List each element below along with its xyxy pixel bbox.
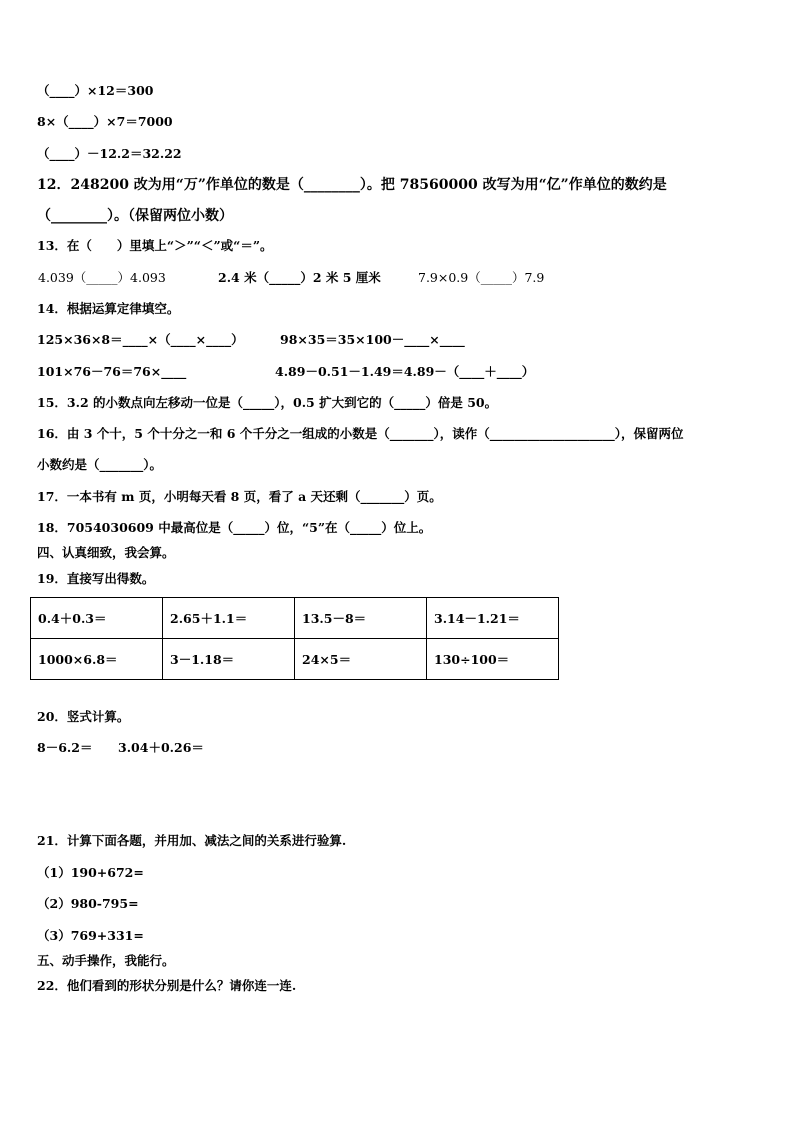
question-17: 17．一本书有 m 页，小明每天看 8 页，看了 a 天还剩（_______）页。 — [37, 489, 442, 504]
question-14-item-c: 101×76－76＝76×____ — [37, 364, 187, 379]
question-14-item-b: 98×35＝35×100－____×____ — [280, 332, 465, 347]
table-row — [31, 639, 559, 680]
table-cell: 2.65＋1.1＝ — [163, 598, 295, 639]
table-cell: 3.14－1.21＝ — [427, 598, 559, 639]
table-row — [31, 598, 559, 639]
question-12-line-2: （________）。（保留两位小数） — [37, 208, 233, 224]
question-19-title: 19．直接写出得数。 — [37, 571, 155, 586]
question-12-line-1: 12．248200 改为用“万”作单位的数是（________）。把 78560000 改写为用“亿”作单位的数约是 — [37, 177, 667, 193]
table-cell: 130÷100＝ — [427, 639, 559, 680]
question-21-item-1: （1）190+672= — [37, 865, 144, 880]
question-13-item-a: 4.039（_____）4.093 — [38, 270, 166, 285]
section-4-heading: 四、认真细致，我会算。 — [37, 545, 175, 560]
question-20-title: 20．竖式计算。 — [37, 709, 130, 724]
table-cell: 1000×6.8＝ — [31, 639, 163, 680]
mental-math-table — [30, 597, 559, 680]
table-cell: 3－1.18＝ — [163, 639, 295, 680]
question-16-line-2: 小数约是（_______）。 — [37, 457, 163, 472]
fill-blank-line-1: （____）×12＝300 — [37, 83, 154, 98]
question-14-title: 14．根据运算定律填空。 — [37, 301, 180, 316]
question-16-line-1: 16．由 3 个十，5 个十分之一和 6 个千分之一组成的小数是（_______），读作（____________________），保留两位 — [37, 426, 684, 441]
question-21-item-2: （2）980-795= — [37, 896, 139, 911]
section-5-heading: 五、动手操作，我能行。 — [37, 953, 175, 968]
question-13-title: 13．在（ ）里填上“＞”“＜”或“＝”。 — [37, 238, 273, 253]
fill-blank-line-2: 8×（____）×7＝7000 — [37, 114, 173, 129]
question-14-item-a: 125×36×8＝____×（____×____） — [37, 332, 244, 347]
table-cell: 24×5＝ — [295, 639, 427, 680]
question-18: 18．7054030609 中最高位是（_____）位，“5”在（_____）位上。 — [37, 520, 432, 535]
question-13-item-c: 7.9×0.9（_____）7.9 — [418, 270, 545, 285]
question-22-title: 22．他们看到的形状分别是什么？请你连一连. — [37, 978, 297, 993]
table-cell: 0.4＋0.3＝ — [31, 598, 163, 639]
question-21-title: 21．计算下面各题，并用加、减法之间的关系进行验算. — [37, 833, 347, 848]
question-14-item-d: 4.89－0.51－1.49＝4.89－（____＋____） — [275, 364, 535, 379]
fill-blank-line-3: （____）－12.2＝32.22 — [37, 146, 182, 161]
question-20-item-a: 8－6.2＝ — [37, 740, 93, 755]
table-cell: 13.5－8＝ — [295, 598, 427, 639]
question-15: 15．3.2 的小数点向左移动一位是（_____），0.5 扩大到它的（_____）倍是 50。 — [37, 395, 498, 410]
question-13-item-b: 2.4 米（_____）2 米 5 厘米 — [218, 270, 381, 285]
question-20-item-b: 3.04＋0.26＝ — [118, 740, 204, 755]
question-21-item-3: （3）769+331= — [37, 928, 144, 943]
